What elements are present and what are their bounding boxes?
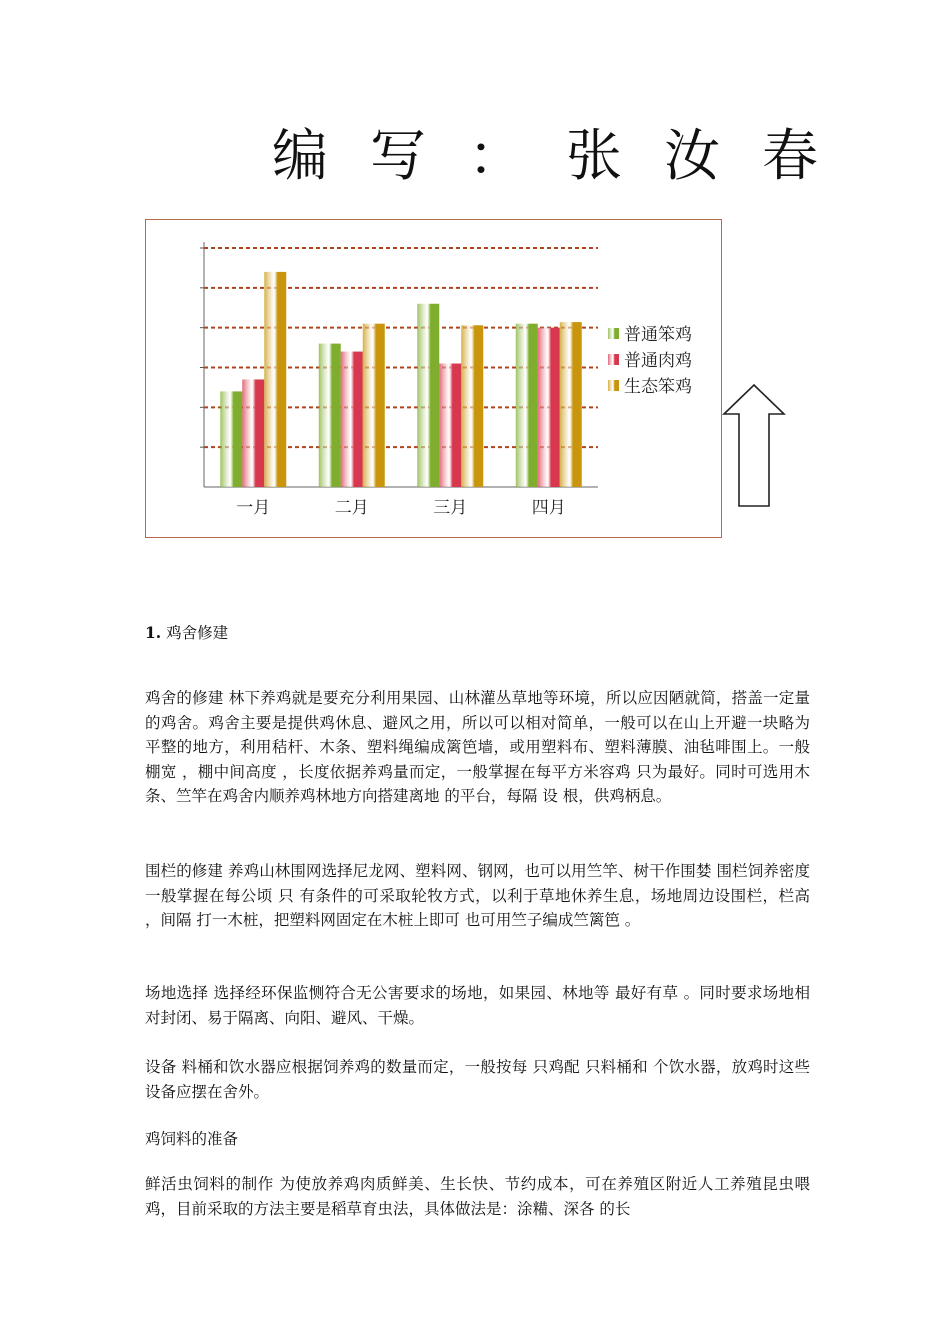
bar <box>560 322 582 487</box>
x-tick-label: 二月 <box>334 498 369 518</box>
bar <box>516 324 538 487</box>
x-tick-label: 四月 <box>531 498 566 518</box>
bar <box>417 304 439 487</box>
paragraph <box>145 859 810 933</box>
bar <box>264 272 286 487</box>
paragraph-text: 鸡饲料的准备 <box>145 1130 239 1148</box>
title-char: 写 <box>370 124 426 189</box>
paragraph <box>145 1127 810 1152</box>
legend-label: 普通肉鸡 <box>624 351 692 371</box>
bar <box>538 328 560 487</box>
x-tick-label: 一月 <box>236 498 271 518</box>
title-char: ： <box>468 124 524 189</box>
legend-swatch <box>608 380 619 391</box>
legend-swatch <box>608 354 619 365</box>
bar <box>242 379 264 487</box>
document-title <box>272 112 860 192</box>
chart-frame <box>145 219 722 538</box>
bar-chart <box>146 220 723 539</box>
paragraph <box>145 981 810 1030</box>
section-title: 鸡舍修建 <box>166 624 229 642</box>
title-char: 汝 <box>664 124 720 189</box>
paragraph-text: 鸡舍的修建 林下养鸡就是要充分利用果园、山林灌丛草地等环境，所以应因陋就简，搭盖一定量的鸡舍。鸡舍主要是提供鸡休息、避风之用，所以可以相对简单，一般可以在山上开避一块略为平整的地方，利用秸杆、木条、塑料绳编成篱笆墙，或用塑料布、塑料薄膜、油毡啡围上。一般棚宽 ，棚中间高度 ，长度依据养鸡量而定，一般掌握在每平方米容鸡 只为最好。同时可选用木条、竺竿在鸡舍内顺养鸡林地方向搭建离地 的平台，每隔 设 根，供鸡柄息。 <box>145 689 810 806</box>
section-heading <box>145 621 810 646</box>
legend-label: 普通笨鸡 <box>624 325 692 345</box>
title-char: 编 <box>272 124 328 189</box>
bar <box>363 324 385 487</box>
paragraph-text: 围栏的修建 养鸡山林围网选择尼龙网、塑料网、钢网，也可以用竺竿、树干作围婪 围栏饲养密度一般掌握在每公顷 只 有条件的可采取轮牧方式，以利于草地休养生息，场地周边设围栏，栏高 ，间隔 打一木桩，把塑料网固定在木桩上即可 也可用竺子编成竺篱笆 。 <box>145 862 810 930</box>
legend-label: 生态笨鸡 <box>624 377 692 397</box>
bar <box>341 352 363 487</box>
paragraph <box>145 1172 810 1221</box>
paragraph-text: 设备 料桶和饮水器应根据饲养鸡的数量而定，一般按每 只鸡配 只料桶和 个饮水器，放鸡时这些设备应摆在舍外。 <box>145 1058 810 1101</box>
paragraph <box>145 686 810 809</box>
section-number: 1. <box>145 623 162 642</box>
title-char: 春 <box>762 124 818 189</box>
up-arrow-icon <box>722 383 786 509</box>
x-tick-label: 三月 <box>433 498 468 518</box>
title-char: 张 <box>566 124 622 189</box>
paragraph-text: 场地选择 选择经环保监恻符合无公害要求的场地，如果园、林地等 最好有草 。同时要求场地相对封闭、易于隔离、向阳、避风、干燥。 <box>145 984 810 1027</box>
bar <box>319 344 341 487</box>
paragraph <box>145 1055 810 1104</box>
bar <box>461 325 483 487</box>
bar <box>439 364 461 487</box>
paragraph-text: 鲜活虫饲料的制作 为使放养鸡肉质鲜美、生长快、节约成本，可在养殖区附近人工养殖昆虫喂鸡，目前采取的方法主要是稻草育虫法，具体做法是：涂糒、深各 的长 <box>145 1175 810 1218</box>
legend-swatch <box>608 328 619 339</box>
bar <box>220 391 242 487</box>
